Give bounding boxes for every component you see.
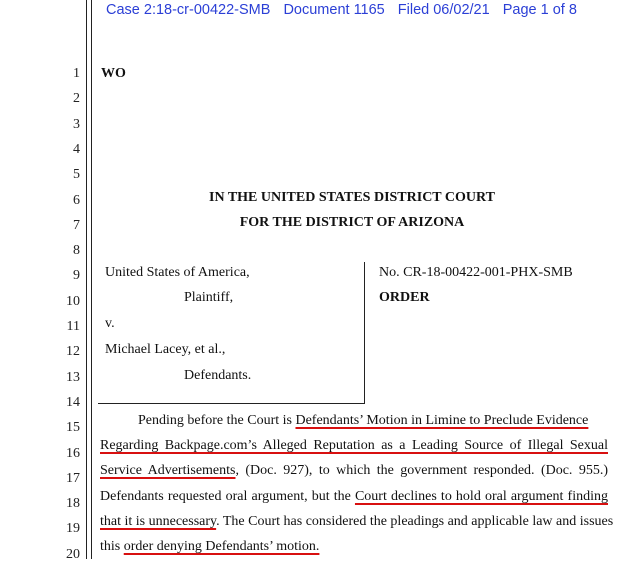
underlined-motion-title-end: Service Advertisements xyxy=(100,463,236,478)
line-number: 14 xyxy=(66,394,80,410)
line-number: 2 xyxy=(73,91,80,107)
body-line-19 xyxy=(100,514,614,530)
document-number-header: Document 1165 xyxy=(283,2,385,18)
body-line-20 xyxy=(100,539,608,555)
order-title: ORDER xyxy=(379,290,430,305)
plaintiff-name: United States of America, xyxy=(105,265,250,280)
page-count-header: Page 1 of 8 xyxy=(502,2,577,18)
defendant-name: Michael Lacey, et al., xyxy=(105,342,226,357)
line-number: 8 xyxy=(73,243,80,259)
line-number: 9 xyxy=(73,268,80,284)
line-number: 7 xyxy=(73,217,80,233)
case-number: No. CR-18-00422-001-PHX-SMB xyxy=(379,265,573,280)
line-number: 12 xyxy=(66,344,80,360)
case-number-header: Case 2:18-cr-00422-SMB xyxy=(106,2,271,18)
line-number: 13 xyxy=(66,369,80,385)
body-text: . The Court has considered the pleadings and applicable law and issues xyxy=(216,514,614,529)
line-number: 10 xyxy=(66,293,80,309)
caption-box-bottom-border xyxy=(98,403,365,404)
versus: v. xyxy=(105,316,115,331)
body-line-18 xyxy=(100,489,608,505)
underlined-motion-title: Defendants’ Motion in Limine to Preclude Evidence xyxy=(295,413,589,428)
line-number: 11 xyxy=(66,319,80,334)
margin-rule-right xyxy=(91,0,92,559)
caption-box-right-border xyxy=(364,262,365,404)
margin-rule-left xyxy=(86,0,87,559)
filed-date-header: Filed 06/02/21 xyxy=(397,2,490,18)
defendant-role: Defendants. xyxy=(184,368,252,383)
line-number: 20 xyxy=(66,546,80,562)
court-title-line1: IN THE UNITED STATES DISTRICT COURT xyxy=(209,190,495,205)
judge-initials: WO xyxy=(101,66,126,81)
body-text: this xyxy=(100,539,124,554)
body-text: , (Doc. 927), to which the government responded. (Doc. 955.) xyxy=(235,463,608,478)
line-number: 15 xyxy=(66,420,80,436)
underlined-motion-title-cont: Regarding Backpage.com’s Alleged Reputation as a Leading Source of Illegal Sexual xyxy=(100,438,608,453)
line-number: 1 xyxy=(73,66,80,81)
plaintiff-role: Plaintiff, xyxy=(184,290,234,305)
line-number: 6 xyxy=(73,192,80,208)
filing-header xyxy=(106,2,586,18)
line-number: 5 xyxy=(73,167,80,183)
body-text: Defendants requested oral argument, but the xyxy=(100,489,355,504)
line-number: 16 xyxy=(66,445,80,461)
court-title-line2: FOR THE DISTRICT OF ARIZONA xyxy=(239,215,465,230)
line-number: 19 xyxy=(66,521,80,537)
body-line-17 xyxy=(100,463,608,479)
line-number: 18 xyxy=(66,496,80,512)
underlined-ruling-cont: that it is unnecessary xyxy=(100,514,217,529)
body-line-15 xyxy=(100,413,608,429)
line-number: 4 xyxy=(73,141,80,157)
line-number: 17 xyxy=(66,470,80,486)
body-text: Pending before the Court is xyxy=(138,413,296,428)
underlined-order: order denying Defendants’ motion. xyxy=(123,539,320,554)
line-number: 3 xyxy=(73,116,80,132)
body-line-16 xyxy=(100,438,608,454)
underlined-ruling: Court declines to hold oral argument finding xyxy=(354,489,608,504)
